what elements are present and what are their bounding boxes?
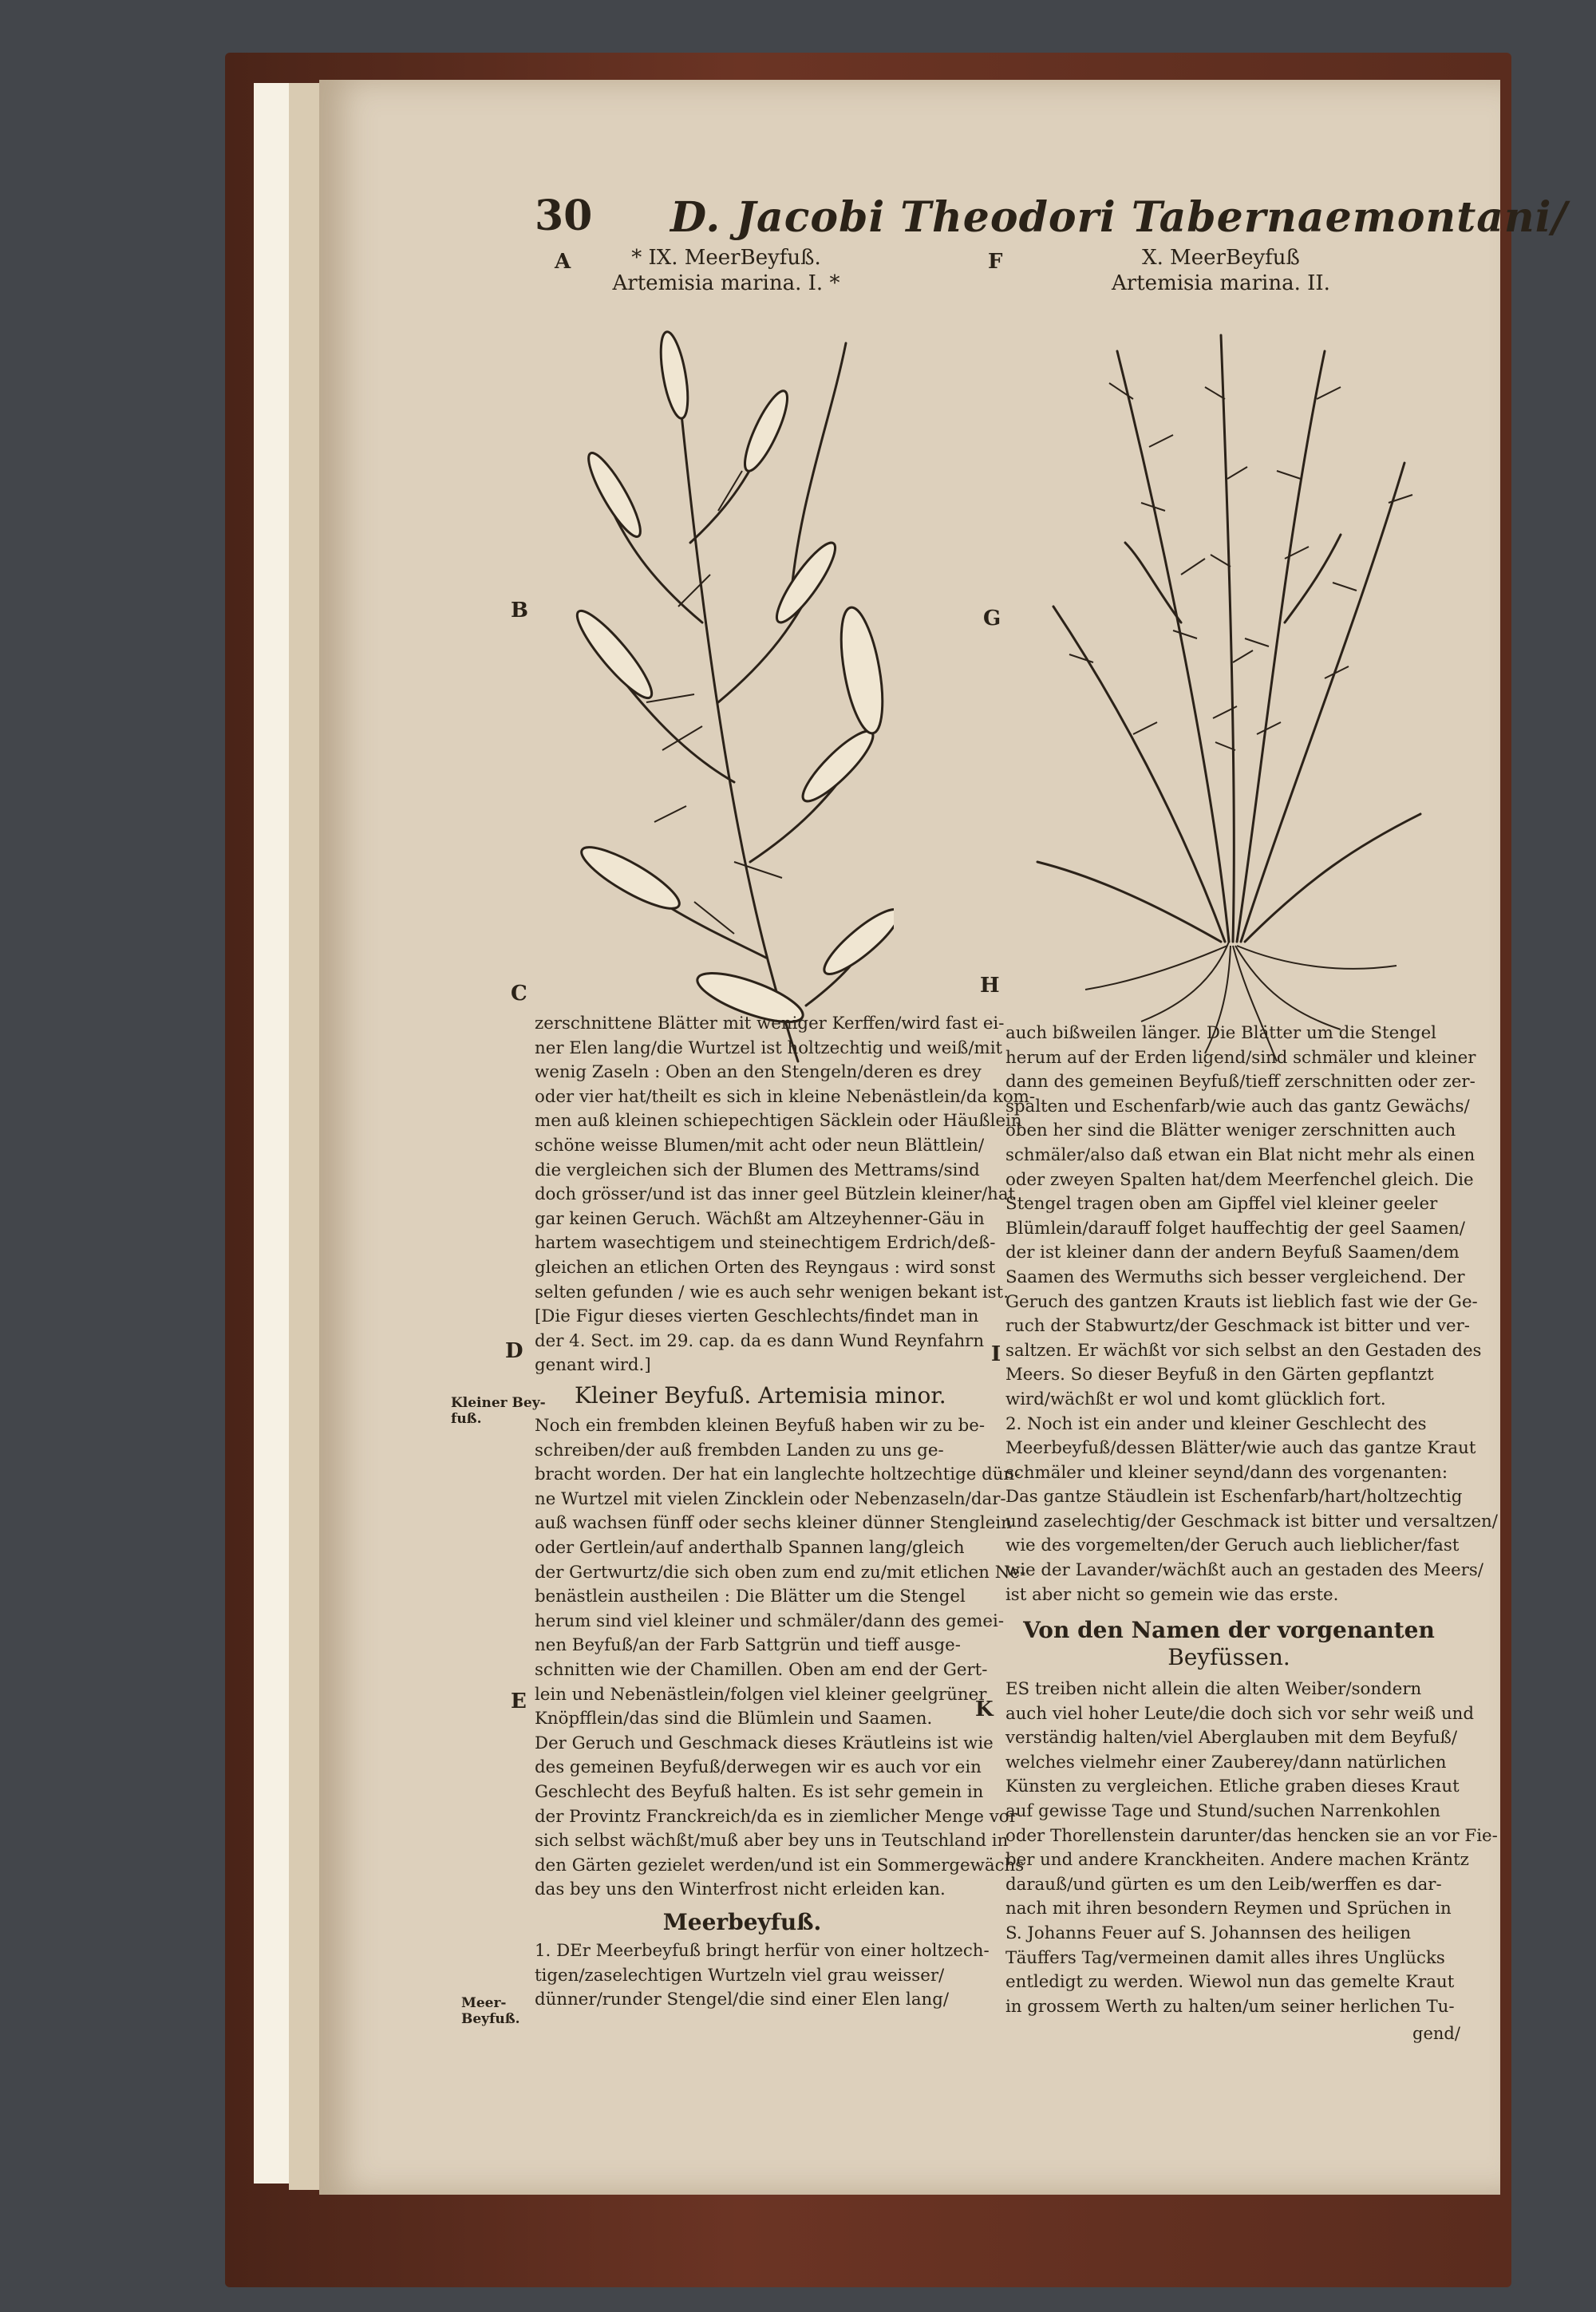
text-line: der 4. Sect. im 29. cap. da es dann Wund Reynfahrn (535, 1330, 985, 1351)
text-line: herum auf der Erden ligend/sind schmäler und kleiner (1005, 1047, 1476, 1068)
text-line: sich selbst wächßt/muß aber bey uns in Teutschland in (535, 1831, 1009, 1852)
heading-beyfuessen: Beyfüssen. (1167, 1644, 1290, 1670)
text-line: genant wird.] (535, 1355, 651, 1376)
text-line: auf gewisse Tage und Stund/suchen Narrenkohlen (1005, 1800, 1441, 1821)
margin-note-meer: Meer- Beyfuß. (461, 1995, 520, 2027)
left-column-top (535, 1012, 1035, 1378)
text-line: Meers. So dieser Beyfuß in den Gärten gepflantzt (1005, 1365, 1434, 1385)
text-line: nach mit ihren besondern Reymen und Sprüchen in (1005, 1899, 1452, 1919)
catchword: gend/ (1412, 2024, 1460, 2043)
section-letter-f: F (988, 250, 1003, 274)
text-line: hartem wasechtigem und steinechtigem Erdrich/deß- (535, 1233, 996, 1254)
text-line: selten gefunden / wie es auch sehr wenigen bekant ist. (535, 1282, 1009, 1302)
text-line: Täuffers Tag/vermeinen damit alles ihres Unglücks (1005, 1947, 1445, 1968)
text-line: verständig halten/viel Aberglauben mit dem Beyfuß/ (1005, 1728, 1458, 1749)
section-letter-d: D (505, 1339, 523, 1363)
text-line: auch bißweilen länger. Die Blätter um die Stengel (1005, 1023, 1436, 1043)
text-line: dünner/runder Stengel/die sind einer Elen lang/ (535, 1990, 950, 2010)
figure-1-caption-line1: * IX. MeerBeyfuß. (631, 246, 821, 270)
text-line: ner Elen lang/die Wurtzel ist holtzechtig und weiß/mit (535, 1037, 1003, 1058)
text-line: der ist kleiner dann der andern Beyfuß Saamen/dem (1005, 1243, 1460, 1263)
text-line: in grossem Werth zu halten/um seiner herlichen Tu- (1005, 1996, 1455, 2017)
text-line: schöne weisse Blumen/mit acht oder neun Blättlein/ (535, 1135, 985, 1156)
text-line: men auß kleinen schiepechtigen Säcklein oder Häußlein (535, 1111, 1022, 1132)
plant-illustration (559, 303, 894, 1077)
text-line: Geschlecht des Beyfuß halten. Es ist sehr gemein in (535, 1781, 984, 1802)
heading-meerbeyfuss: Meerbeyfuß. (662, 1909, 822, 1935)
text-line: oben her sind die Blätter weniger zerschnitten auch (1005, 1120, 1456, 1141)
text-line: gleichen an etlichen Orten des Reyngaus : wird sonst (535, 1257, 996, 1278)
text-line: Knöpfflein/das sind die Blümlein und Saamen. (535, 1709, 933, 1729)
text-line: wie der Lavander/wächßt auch an gestaden des Meers/ (1005, 1560, 1483, 1581)
section-letter-e: E (511, 1690, 527, 1713)
figure-2-caption-line1: X. MeerBeyfuß (1142, 246, 1300, 270)
left-column-meer (535, 1939, 990, 2013)
section-letter-k: K (975, 1697, 994, 1721)
text-line: herum sind viel kleiner und schmäler/dann des gemei- (535, 1610, 1005, 1631)
text-line: ruch der Stabwurtz/der Geschmack ist bitter und ver- (1005, 1316, 1470, 1337)
plant-with-roots-illustration (1021, 303, 1444, 1069)
text-line: und zaselechtig/der Geschmack ist bitter und versaltzen/ (1005, 1511, 1498, 1531)
text-line: bracht worden. Der hat ein langlechte holtzechtige dün- (535, 1464, 1021, 1485)
section-letter-c: C (511, 982, 527, 1006)
text-line: der Provintz Franckreich/da es in ziemlicher Menge vor (535, 1806, 1017, 1827)
text-line: gar keinen Geruch. Wächßt am Altzeyhenner-Gäu in (535, 1208, 985, 1229)
section-letter-i: I (991, 1342, 1001, 1366)
left-column-kleiner (535, 1414, 1025, 1903)
text-line: darauß/und gürten es um den Leib/werffen es dar- (1005, 1874, 1442, 1895)
text-line: den Gärten gezielet werden/und ist ein Sommergewächs (535, 1855, 1025, 1875)
text-line: schmäler/also daß etwan ein Blat nicht mehr als einen (1005, 1144, 1476, 1165)
heading-von-den-namen: Von den Namen der vorgenanten (1023, 1617, 1435, 1643)
text-line: Saamen des Wermuths sich besser vergleichend. Der (1005, 1267, 1465, 1287)
margin-note-kleiner: Kleiner Bey- fuß. (451, 1395, 546, 1427)
text-line: ES treiben nicht allein die alten Weiber/sondern (1005, 1679, 1422, 1699)
text-line: schmäler und kleiner seynd/dann des vorgenanten: (1005, 1462, 1448, 1483)
text-line: auch viel hoher Leute/die doch sich vor sehr weiß und (1005, 1703, 1475, 1724)
text-line: schreiben/der auß frembden Landen zu uns ge- (535, 1440, 944, 1460)
text-line: 1. DEr Meerbeyfuß bringt herfür von einer holtzech- (535, 1941, 990, 1961)
text-line: das bey uns den Winterfrost nicht erleiden kan. (535, 1879, 946, 1900)
text-line: welches vielmehr einer Zauberey/dann natürlichen (1005, 1752, 1447, 1773)
section-letter-h: H (980, 974, 1000, 998)
text-line: wenig Zaseln : Oben an den Stengeln/deren es drey (535, 1062, 982, 1083)
text-line: Meerbeyfuß/dessen Blätter/wie auch das gantze Kraut (1005, 1438, 1476, 1459)
text-line: Geruch des gantzen Krauts ist lieblich fast wie der Ge- (1005, 1291, 1478, 1312)
text-line: Blümlein/darauff folget hauffechtig der geel Saamen/ (1005, 1218, 1465, 1239)
text-line: tigen/zaselechtigen Wurtzeln viel grau weisser/ (535, 1965, 945, 1986)
text-line: nen Beyfuß/an der Farb Sattgrün und tieff ausge- (535, 1635, 961, 1656)
figure-1-caption-line2: Artemisia marina. I. * (612, 271, 840, 295)
figure-2-caption-line2: Artemisia marina. II. (1112, 271, 1330, 295)
text-line: lein und Nebenästlein/folgen viel kleiner geelgrüner (535, 1684, 987, 1705)
text-line: oder vier hat/theilt es sich in kleine Nebenästlein/da kom- (535, 1086, 1036, 1107)
text-line: auß wachsen fünff oder sechs kleiner dünner Stenglein (535, 1513, 1012, 1534)
right-column-top (1005, 1022, 1498, 1607)
page-number: 30 (535, 192, 593, 240)
right-column-namen (1005, 1678, 1498, 2019)
heading-kleiner-beyfuss: Kleiner Beyfuß. Artemisia minor. (575, 1382, 946, 1409)
text-line: Das gantze Stäudlein ist Eschenfarb/hart/holtzechtig (1005, 1487, 1463, 1508)
text-line: ist aber nicht so gemein wie das erste. (1005, 1584, 1339, 1605)
text-line: Stengel tragen oben am Gipffel viel kleiner geeler (1005, 1194, 1438, 1215)
running-head: D. Jacobi Theodori Tabernaemontani/ (670, 193, 1568, 242)
book-page (319, 80, 1568, 2195)
text-line: benästlein austheilen : Die Blätter um die Stengel (535, 1587, 966, 1607)
text-line: der Gertwurtz/die sich oben zum end zu/mit etlichen Ne- (535, 1562, 1026, 1583)
text-line: die vergleichen sich der Blumen des Mettrams/sind (535, 1160, 980, 1180)
text-line: oder zweyen Spalten hat/dem Meerfenchel gleich. Die (1005, 1169, 1474, 1190)
text-line: entledigt zu werden. Wiewol nun das gemelte Kraut (1005, 1972, 1455, 1993)
text-line: dann des gemeinen Beyfuß/tieff zerschnitten oder zer- (1005, 1072, 1476, 1093)
text-line: des gemeinen Beyfuß/derwegen wir es auch vor ein (535, 1757, 982, 1778)
text-line: saltzen. Er wächßt vor sich selbst an den Gestaden des (1005, 1340, 1482, 1361)
text-line: schnitten wie der Chamillen. Oben am end der Gert- (535, 1659, 988, 1680)
section-letter-g: G (983, 607, 1001, 630)
text-line: zerschnittene Blätter mit weniger Kerffen/wird fast ei- (535, 1014, 1005, 1033)
text-line: oder Gertlein/auf anderthalb Spannen lang/gleich (535, 1537, 965, 1558)
section-letter-b: B (511, 599, 528, 622)
text-line: 2. Noch ist ein ander und kleiner Geschlecht des (1005, 1413, 1427, 1434)
text-line: Noch ein frembden kleinen Beyfuß haben wir zu be- (535, 1416, 986, 1436)
text-line: [Die Figur dieses vierten Geschlechts/findet man in (535, 1306, 979, 1327)
text-line: wie des vorgemelten/der Geruch auch lieblicher/fast (1005, 1535, 1460, 1556)
text-line: Künsten zu vergleichen. Etliche graben dieses Kraut (1005, 1776, 1460, 1797)
text-line: S. Johanns Feuer auf S. Johannsen des heiligen (1005, 1923, 1412, 1943)
text-line: doch grösser/und ist das inner geel Bützlein kleiner/hat (535, 1184, 1016, 1205)
text-line: wird/wächßt er wol und komt glücklich fort. (1005, 1389, 1386, 1409)
text-line: ber und andere Kranckheiten. Andere machen Kräntz (1005, 1850, 1469, 1871)
text-line: ne Wurtzel mit vielen Zincklein oder Nebenzaseln/dar- (535, 1488, 1006, 1509)
section-letter-a: A (555, 250, 571, 274)
text-line: oder Thorellenstein darunter/das hencken sie an vor Fie- (1005, 1825, 1498, 1846)
text-line: Der Geruch und Geschmack dieses Kräutleins ist wie (535, 1733, 994, 1753)
text-line: spalten und Eschenfarb/wie auch das gantz Gewächs/ (1005, 1096, 1470, 1116)
